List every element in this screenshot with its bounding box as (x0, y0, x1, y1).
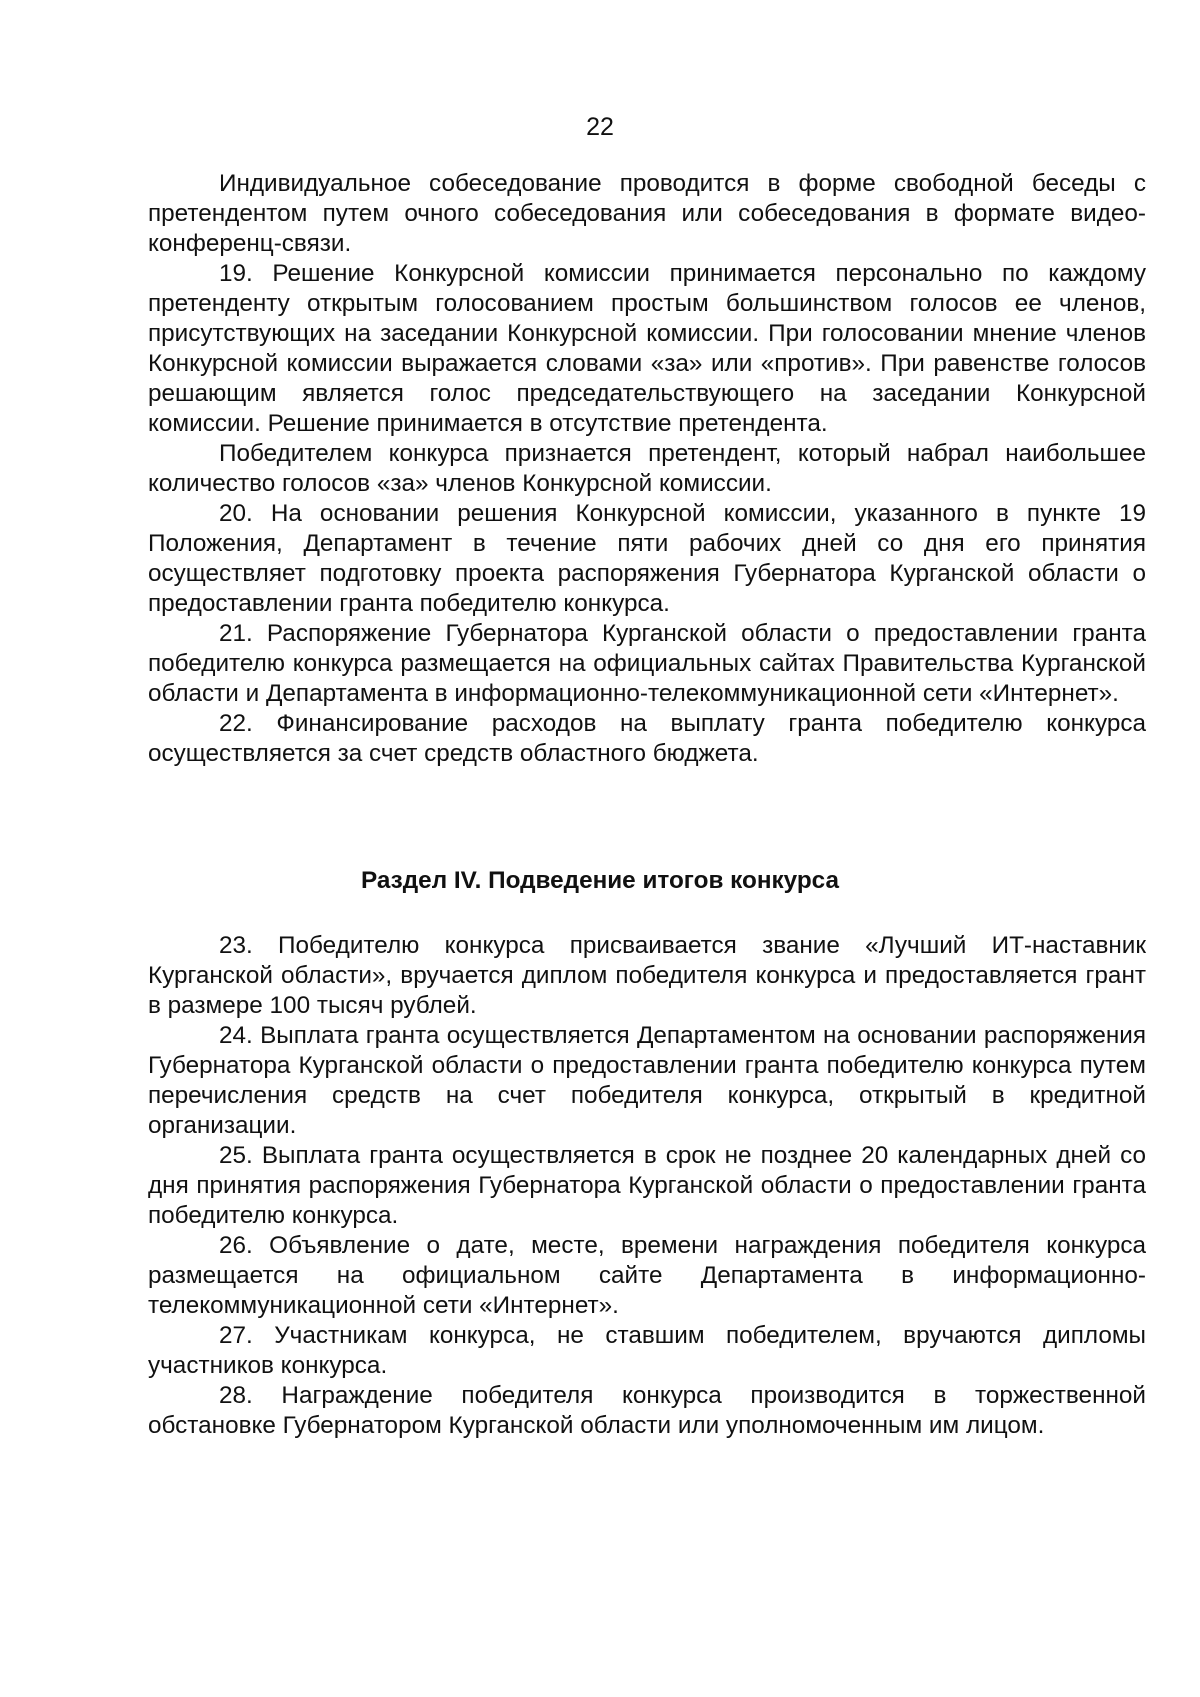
paragraph-27-participant-diplomas: 27. Участникам конкурса, не ставшим победителем, вручаются дипломы участников конкурса. (148, 1322, 1146, 1379)
paragraph-19-commission-decision: 19. Решение Конкурсной комиссии принимается персонально по каждому претенденту открытым голосованием простым большинством голосов ее членов, присутствующих на заседании Конкурсной комиссии. При голосовании мнение членов Конкурсной комиссии выражается словами «за» или «против». При равенстве голосов решающим является голос председательствующего на заседании Конкурсной комиссии. Решение принимается в отсутствие претендента. (148, 260, 1146, 437)
body-text-bottom (148, 931, 1146, 1441)
paragraph-25-payment-deadline: 25. Выплата гранта осуществляется в срок не позднее 20 календарных дней со дня принятия распоряжения Губернатора Курганской области о предоставлении гранта победителю конкурса. (148, 1142, 1146, 1229)
paragraph-22-financing: 22. Финансирование расходов на выплату гранта победителю конкурса осуществляется за счет средств областного бюджета. (148, 710, 1146, 767)
paragraph-26-ceremony-announcement: 26. Объявление о дате, месте, времени награждения победителя конкурса размещается на официальном сайте Департамента в информационно-телекоммуникационной сети «Интернет». (148, 1232, 1146, 1319)
paragraph-winner-definition: Победителем конкурса признается претендент, который набрал наибольшее количество голосов «за» членов Конкурсной комиссии. (148, 440, 1146, 497)
paragraph-interview-format: Индивидуальное собеседование проводится в форме свободной беседы с претендентом путем очного собеседования или собеседования в формате видео-конференц-связи. (148, 170, 1146, 257)
section-heading: Раздел IV. Подведение итогов конкурса (360, 867, 840, 894)
paragraph-20-order-preparation: 20. На основании решения Конкурсной комиссии, указанного в пункте 19 Положения, Департамент в течение пяти рабочих дней со дня его принятия осуществляет подготовку проекта распоряжения Губернатора Курганской области о предоставлении гранта победителю конкурса. (148, 500, 1146, 617)
paragraph-28-ceremony: 28. Награждение победителя конкурса производится в торжественной обстановке Губернатором Курганской области или уполномоченным им лицом. (148, 1382, 1146, 1439)
body-text-top (148, 169, 1146, 769)
page-number: 22 (586, 113, 614, 141)
paragraph-24-grant-payment: 24. Выплата гранта осуществляется Департаментом на основании распоряжения Губернатора Курганской области о предоставлении гранта победителю конкурса путем перечисления средств на счет победителя конкурса, открытый в кредитной организации. (148, 1022, 1146, 1139)
paragraph-23-title-award: 23. Победителю конкурса присваивается звание «Лучший ИТ-наставник Курганской области», вручается диплом победителя конкурса и предоставляется грант в размере 100 тысяч рублей. (148, 932, 1146, 1019)
paragraph-21-order-publication: 21. Распоряжение Губернатора Курганской области о предоставлении гранта победителю конкурса размещается на официальных сайтах Правительства Курганской области и Департамента в информационно-телекоммуникационной сети «Интернет». (148, 620, 1146, 707)
